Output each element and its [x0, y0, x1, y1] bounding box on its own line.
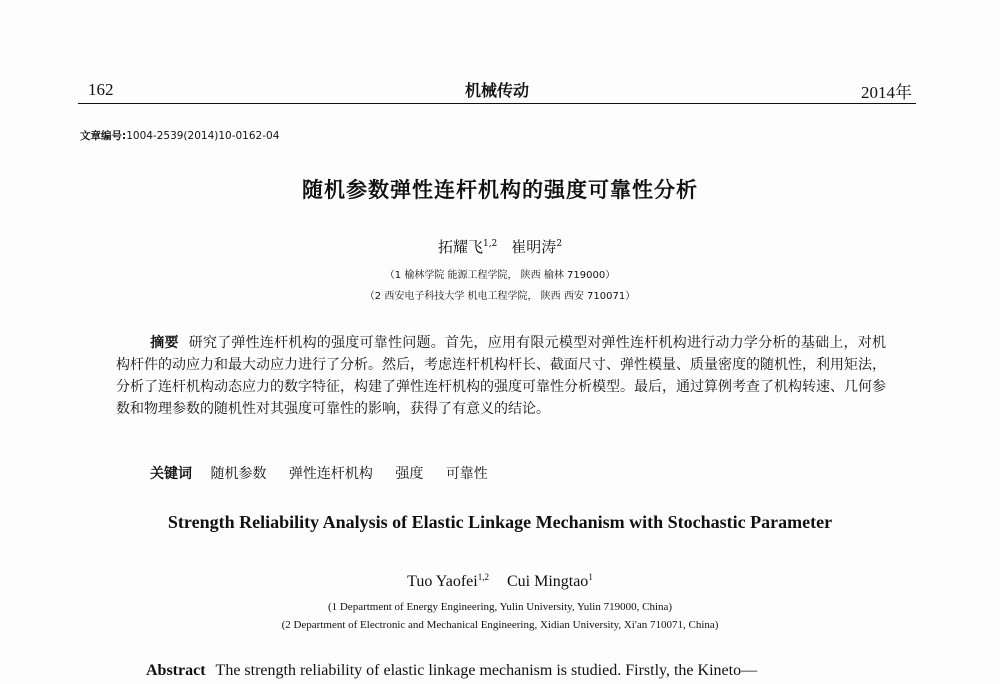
title-english: Strength Reliability Analysis of Elastic Linkage Mechanism with Stochastic Parameter	[167, 512, 833, 532]
author-affiliation-mark: 1	[588, 572, 593, 582]
keyword: 强度	[395, 466, 424, 482]
author-name: Cui Mingtao	[506, 573, 589, 590]
affiliation-chinese-2: （2 西安电子科技大学 机电工程学院， 陕西 西安 710071）	[364, 291, 636, 302]
title-chinese: 随机参数弹性连杆机构的强度可靠性分析	[302, 178, 698, 202]
author-name: 拓耀飞	[437, 238, 483, 256]
authors-chinese	[0, 236, 1000, 257]
author-affiliation-mark: 1,2	[477, 572, 489, 582]
abstract-label-english: Abstract	[146, 662, 206, 679]
author-name: Tuo Yaofei	[407, 573, 478, 590]
affiliation-chinese-1: （1 榆林学院 能源工程学院， 陕西 榆林 719000）	[384, 270, 616, 281]
running-header	[78, 78, 916, 102]
abstract-chinese	[116, 332, 886, 420]
author-affiliation-mark: 1,2	[482, 239, 498, 249]
journal-name: 机械传动	[464, 81, 529, 100]
keyword: 弹性连杆机构	[288, 466, 373, 482]
author-name: 崔明涛	[511, 238, 557, 256]
affiliation-english-2: (2 Department of Electronic and Mechanical Engineering, Xidian University, Xi'an 710071, China)	[281, 619, 719, 631]
abstract-label-chinese: 摘要	[150, 335, 179, 351]
article-id	[80, 128, 279, 143]
article-id-value: 1004-2539(2014)10-0162-04	[126, 130, 280, 142]
keywords-chinese	[150, 463, 506, 483]
author-affiliation-mark: 2	[556, 239, 563, 249]
abstract-text-english: The strength reliability of elastic linkage mechanism is studied. Firstly, the Kineto—	[215, 662, 758, 679]
abstract-english	[146, 662, 757, 680]
header-rule	[78, 103, 916, 104]
keywords-label-chinese: 关键词	[150, 466, 192, 482]
article-id-label: 文章编号:	[80, 130, 127, 142]
page-number: 162	[88, 80, 114, 99]
abstract-text-chinese: 研究了弹性连杆机构的强度可靠性问题。首先，应用有限元模型对弹性连杆机构进行动力学分析的基础上，对机构杆件的动应力和最大动应力进行了分析。然后，考虑连杆机构杆长、截面尺寸、弹性模量、质量密度的随机性，利用矩法，分析了连杆机构动态应力的数字特征，构建了弹性连杆机构的强度可靠性分析模型。最后，通过算例考查了机构转速、几何参数和物理参数的随机性对其强度可靠性的影响，获得了有意义的结论。	[116, 335, 887, 417]
affiliation-english-1: (1 Department of Energy Engineering, Yulin University, Yulin 719000, China)	[327, 601, 673, 613]
authors-english	[0, 572, 1000, 591]
keyword: 随机参数	[210, 466, 267, 482]
keyword: 可靠性	[445, 466, 488, 482]
publication-year: 2014年	[861, 83, 912, 102]
